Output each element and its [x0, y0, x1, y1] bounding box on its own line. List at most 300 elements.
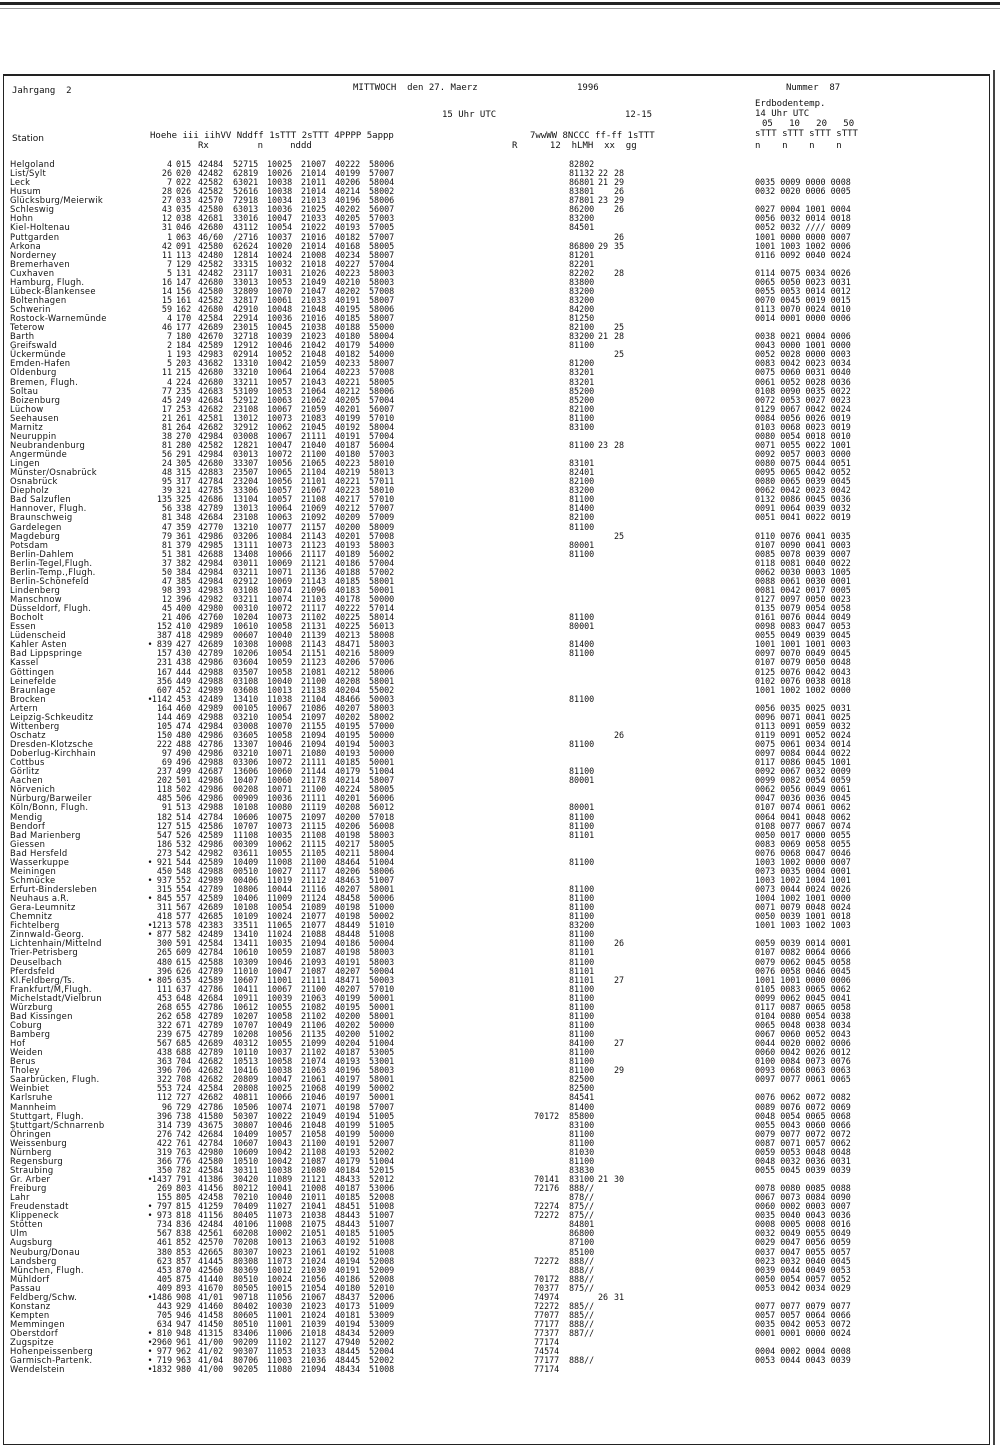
- station-id: 177: [176, 322, 192, 333]
- group-tendency: 53001: [369, 1056, 395, 1067]
- group-tendency: 51007: [369, 874, 395, 885]
- elevation: 734: [156, 1219, 172, 1230]
- station-id: 501: [176, 775, 192, 786]
- group-tendency: 51004: [369, 1155, 395, 1166]
- group-nddff: 33013: [233, 276, 259, 287]
- station-id: 515: [176, 820, 192, 831]
- group-tendency: 58006: [369, 195, 395, 206]
- group-nddff: 52616: [233, 186, 259, 197]
- group-tendency: 57003: [369, 213, 395, 224]
- station-name: Berlin-Tegel,Flugh.: [10, 557, 93, 568]
- group-dewpoint: 21016: [301, 313, 327, 324]
- group-iihvv: 42986: [198, 748, 224, 759]
- soil-temps: 0079 0062 0045 0058: [755, 956, 851, 967]
- group-tendency: 51000: [369, 902, 395, 913]
- elevation: 186: [156, 838, 172, 849]
- group-tendency: 51007: [369, 1210, 395, 1221]
- station-name: Weinbiet: [10, 1083, 50, 1094]
- group-dewpoint: 21038: [301, 322, 327, 333]
- station-id: 929: [176, 1300, 192, 1311]
- group-iihvv: 42980: [198, 1146, 224, 1157]
- group-dewpoint: 21065: [301, 458, 327, 469]
- group-pressure: 48458: [335, 893, 361, 904]
- group-tendency: 50000: [369, 1019, 395, 1030]
- group-pressure: 40225: [335, 612, 361, 623]
- group-clouds: 81100: [569, 412, 595, 423]
- station-id: 853: [176, 1246, 192, 1257]
- group-dewpoint: 21089: [301, 902, 327, 913]
- group-dewpoint: 21040: [301, 439, 327, 450]
- group-pressure: 48434: [335, 1328, 361, 1339]
- group-iihvv: 42786: [198, 1001, 224, 1012]
- group-tendency: 52002: [369, 1355, 395, 1366]
- elevation: 845: [156, 893, 172, 904]
- group-pressure: 40202: [335, 204, 361, 215]
- mountain-marker: •: [147, 1210, 153, 1221]
- group-nddff: 12821: [233, 439, 259, 450]
- station-name: Bamberg: [10, 1029, 51, 1039]
- group-pressure: 48471: [335, 639, 361, 650]
- group-pressure: 48449: [335, 920, 361, 931]
- group-pressure: 40221: [335, 376, 361, 387]
- station-id: 270: [176, 430, 192, 441]
- group-dewpoint: 21049: [301, 1110, 327, 1121]
- elevation: 51: [161, 548, 172, 559]
- soil-temps: 0055 0049 0039 0045: [755, 630, 851, 641]
- soil-temps: 0062 0030 0003 1005: [755, 566, 851, 577]
- soil-temps: 0070 0045 0019 0015: [755, 294, 851, 305]
- group-nddff: 10911: [233, 992, 259, 1003]
- group-dewpoint: 21087: [301, 947, 327, 958]
- group-iihvv: 42789: [198, 648, 224, 659]
- soil-temps: 0052 0028 0000 0003: [755, 349, 851, 360]
- station-id: 962: [176, 1346, 192, 1357]
- group-gust: 29: [598, 240, 609, 251]
- group-temp: 11053: [267, 1346, 293, 1357]
- elevation: 350: [156, 1164, 172, 1175]
- soil-temps: 0103 0068 0023 0019: [755, 421, 851, 432]
- station-name: List/Sylt: [10, 168, 47, 179]
- group-dewpoint: 21123: [301, 539, 327, 550]
- group-tendency: 51008: [369, 1364, 395, 1375]
- group-clouds: 81101: [569, 974, 595, 985]
- station-name: Stuttgart, Flugh.: [10, 1110, 84, 1121]
- station-name: Nürburg/Barweiler: [10, 793, 92, 804]
- group-clouds: 885//: [569, 1300, 595, 1311]
- group-gust-max: 25: [614, 349, 625, 360]
- group-iihvv: 42989: [198, 702, 224, 713]
- group-pressure: 40199: [335, 1083, 361, 1094]
- group-nddff: 80369: [233, 1264, 259, 1275]
- group-dewpoint: 21157: [301, 521, 327, 532]
- station-id: 161: [176, 294, 192, 305]
- elevation: 418: [156, 911, 172, 922]
- station-name: Emden-Hafen: [10, 358, 71, 369]
- group-nddff: 32912: [233, 421, 259, 432]
- soil-temps: 1001 1003 1002 0006: [755, 240, 851, 251]
- group-pressure: 40223: [335, 458, 361, 469]
- group-dewpoint: 21049: [301, 276, 327, 287]
- elevation: 239: [156, 1029, 172, 1039]
- group-clouds: 81100: [569, 992, 595, 1003]
- group-tendency: 51008: [369, 1201, 395, 1212]
- group-temp: 10073: [267, 412, 293, 423]
- group-clouds: 81100: [569, 494, 595, 505]
- elevation: 56: [161, 449, 172, 459]
- station-name: Oldenburg: [10, 367, 57, 378]
- group-nddff: 63021: [233, 177, 259, 188]
- group-iihvv: 42986: [198, 729, 224, 740]
- group-nddff: 62819: [233, 168, 259, 179]
- group-iihvv: 41/00: [198, 1364, 224, 1375]
- group-pressure: 40191: [335, 1264, 361, 1275]
- group-tendency: 52002: [369, 1337, 395, 1348]
- group-clouds: 86801: [569, 177, 595, 188]
- group-iihvv: 42984: [198, 575, 224, 586]
- group-nddff: 03605: [233, 729, 259, 740]
- mountain-marker: •: [147, 874, 153, 885]
- group-dewpoint: 21117: [301, 603, 327, 614]
- group-nddff: 63013: [233, 204, 259, 215]
- station-name: Münster/Osnabrück: [10, 467, 97, 478]
- group-clouds: 86200: [569, 204, 595, 215]
- group-pressure: 40204: [335, 1038, 361, 1049]
- group-clouds: 888//: [569, 1355, 595, 1366]
- group-tendency: 52008: [369, 1192, 395, 1203]
- group-iihvv: 42584: [198, 1164, 224, 1175]
- group-clouds: 82202: [569, 267, 595, 278]
- group-nddff: 20809: [233, 1074, 259, 1085]
- soil-temps: 0056 0032 0014 0018: [755, 213, 851, 224]
- group-clouds: 81100: [569, 893, 595, 904]
- group-pressure: 40185: [335, 313, 361, 324]
- group-nddff: 10506: [233, 1101, 259, 1112]
- soil-temps: 0052 0032 //// 0009: [755, 222, 851, 233]
- group-pressure: 48464: [335, 856, 361, 867]
- station-id: 502: [176, 784, 192, 795]
- group-temp: 10039: [267, 331, 293, 342]
- group-pressure: 40188: [335, 322, 361, 333]
- elevation: 719: [156, 1355, 172, 1366]
- group-tendency: 57010: [369, 412, 395, 423]
- group-clouds: 81100: [569, 648, 595, 659]
- group-iihvv: 41456: [198, 1183, 224, 1194]
- group-dewpoint: 21039: [301, 1319, 327, 1329]
- group-tendency: 55000: [369, 322, 395, 333]
- group-dewpoint: 21047: [301, 285, 327, 296]
- station-name: Freiburg: [10, 1183, 47, 1194]
- elevation: 567: [156, 1038, 172, 1049]
- soil-temps: 0071 0079 0048 0024: [755, 902, 851, 913]
- group-dewpoint: 21062: [301, 394, 327, 405]
- group-dewpoint: 21080: [301, 1164, 327, 1175]
- group-tendency: 50000: [369, 729, 395, 740]
- group-iihvv: 42588: [198, 956, 224, 967]
- station-name: Zinnwald-Georg.: [10, 929, 85, 940]
- group-clouds: 888//: [569, 1183, 595, 1194]
- group-nddff: 72918: [233, 195, 259, 206]
- group-pressure: 40207: [335, 884, 361, 894]
- group-nddff: 42910: [233, 304, 259, 314]
- group-temp: 10059: [267, 657, 293, 668]
- group-nddff: 10612: [233, 1001, 259, 1012]
- group-temp: 10074: [267, 1101, 293, 1112]
- station-id: 033: [176, 195, 192, 206]
- group-iihvv: 42580: [198, 285, 224, 296]
- group-pressure: 40195: [335, 1001, 361, 1012]
- group-temp: 10026: [267, 168, 293, 179]
- group-dewpoint: 21075: [301, 1219, 327, 1230]
- station-name: Seehausen: [10, 412, 59, 423]
- group-temp: 10036: [267, 204, 293, 215]
- group-pressure: 40189: [335, 548, 361, 559]
- group-dewpoint: 21100: [301, 983, 327, 994]
- elevation: 144: [156, 711, 172, 722]
- soil-temps: 0108 0077 0067 0074: [755, 820, 851, 831]
- group-dewpoint: 21178: [301, 775, 327, 786]
- group-nddff: 32718: [233, 331, 259, 342]
- group-iihvv: 42988: [198, 675, 224, 686]
- group-dewpoint: 21063: [301, 1237, 327, 1248]
- group-dewpoint: 21014: [301, 186, 327, 197]
- soil-temps: 0161 0076 0044 0049: [755, 612, 851, 623]
- group-iihvv: 41156: [198, 1210, 224, 1221]
- group-temp: 10080: [267, 802, 293, 813]
- group-nddff: 03011: [233, 557, 259, 568]
- group-gust: 21: [598, 177, 609, 188]
- station-id: 224: [176, 376, 192, 387]
- group-dewpoint: 21042: [301, 340, 327, 351]
- group-temp: 10027: [267, 865, 293, 876]
- group-dewpoint: 21008: [301, 249, 327, 260]
- soil-temps: 0048 0054 0065 0068: [755, 1110, 851, 1121]
- group-nddff: 03306: [233, 757, 259, 768]
- group-pressure: 40194: [335, 1110, 361, 1121]
- group-pressure: 40193: [335, 222, 361, 233]
- group-pressure: 40181: [335, 1309, 361, 1320]
- station-id: 315: [176, 467, 192, 478]
- group-dewpoint: 21014: [301, 168, 327, 179]
- group-tendency: 58004: [369, 331, 395, 342]
- group-tendency: 57004: [369, 557, 395, 568]
- group-iihvv: 42986: [198, 530, 224, 541]
- station-name: Doberlug-Kirchhain: [10, 748, 96, 759]
- group-iihvv: 42683: [198, 385, 224, 396]
- soil-temps: 0059 0053 0048 0048: [755, 1146, 851, 1157]
- group-clouds: 81030: [569, 1146, 595, 1157]
- group-tendency: 58007: [369, 313, 395, 324]
- group-tendency: 57004: [369, 394, 395, 405]
- group-tendency: 54000: [369, 349, 395, 360]
- station-id: 496: [176, 757, 192, 768]
- group-pressure: 40206: [335, 177, 361, 188]
- group-tendency: 57010: [369, 983, 395, 994]
- group-clouds: 81100: [569, 1056, 595, 1067]
- group-nddff: 90205: [233, 1364, 259, 1375]
- group-tendency: 57007: [369, 503, 395, 514]
- group-nddff: 10707: [233, 820, 259, 831]
- group-nddff: 10108: [233, 902, 259, 913]
- group-temp: 10075: [267, 811, 293, 822]
- group-pressure: 40180: [335, 449, 361, 459]
- elevation: 7: [166, 331, 172, 342]
- group-temp: 10040: [267, 1192, 293, 1203]
- group-iihvv: 42484: [198, 159, 224, 169]
- group-temp: 10052: [267, 349, 293, 360]
- group-pressure: 40178: [335, 594, 361, 604]
- group-temp: 10070: [267, 285, 293, 296]
- station-id: 091: [176, 240, 192, 251]
- station-id: 815: [176, 1201, 192, 1212]
- group-iihvv: 42784: [198, 947, 224, 958]
- group-iihvv: 42984: [198, 449, 224, 459]
- group-nddff: 10806: [233, 884, 259, 894]
- station-id: 162: [176, 304, 192, 314]
- group-clouds: 875//: [569, 1201, 595, 1212]
- group-tendency: 56008: [369, 820, 395, 831]
- weather-codes: 7wwWW 8NCCC ff-ff 1sTTT: [530, 131, 655, 141]
- group-clouds: 81100: [569, 1047, 595, 1058]
- soil-temps: 0080 0054 0018 0010: [755, 430, 851, 441]
- station-id: 635: [176, 974, 192, 985]
- group-tendency: 52007: [369, 1137, 395, 1148]
- group-clouds: 85100: [569, 1246, 595, 1257]
- group-clouds: 81100: [569, 983, 595, 994]
- group-temp: 10067: [267, 702, 293, 713]
- group-dewpoint: 21106: [301, 1019, 327, 1030]
- soil-temps: 0004 0002 0004 0008: [755, 1346, 851, 1357]
- group-tendency: 58003: [369, 639, 395, 650]
- group-gust: 26: [598, 1291, 609, 1302]
- group-clouds: 84100: [569, 1038, 595, 1049]
- group-pressure: 40206: [335, 820, 361, 831]
- station-id: 020: [176, 168, 192, 179]
- group-temp: 11001: [267, 1309, 293, 1320]
- group-dewpoint: 21045: [301, 421, 327, 432]
- elevation: 1142: [151, 693, 172, 704]
- group-iihvv: 41440: [198, 1273, 224, 1284]
- group-tendency: 56004: [369, 439, 395, 450]
- group-pressure: 40223: [335, 367, 361, 378]
- station-name: Fichtelberg: [10, 920, 60, 931]
- group-tendency: 50003: [369, 739, 395, 749]
- group-pressure: 40201: [335, 403, 361, 414]
- group-nddff: 03604: [233, 657, 259, 668]
- soil-temps: 0078 0080 0085 0088: [755, 1183, 851, 1194]
- group-iihvv: 41/04: [198, 1355, 224, 1366]
- group-iihvv: 41580: [198, 1110, 224, 1121]
- group-iihvv: 42489: [198, 929, 224, 940]
- group-temp: 10047: [267, 1074, 293, 1085]
- group-clouds: 81100: [569, 929, 595, 940]
- group-nddff: 03211: [233, 594, 259, 604]
- soil-temps: 0062 0056 0049 0061: [755, 784, 851, 795]
- group-pressure: 40205: [335, 394, 361, 405]
- elevation: 157: [156, 648, 172, 659]
- group-pressure: 40207: [335, 965, 361, 976]
- group-pressure: 48434: [335, 1364, 361, 1375]
- group-tendency: 56013: [369, 621, 395, 632]
- group-temp: 10037: [267, 231, 293, 242]
- column-codes: Hoehe iii iihVV Nddff 1sTTT 2sTTT 4PPPP 5appp: [150, 131, 394, 141]
- station-name: Passau: [10, 1282, 41, 1293]
- group-temp: 10043: [267, 1137, 293, 1148]
- group-clouds: 84541: [569, 1092, 595, 1103]
- soil-temps: 0039 0044 0049 0053: [755, 1264, 851, 1275]
- soil-temps: 0060 0002 0003 0007: [755, 1201, 851, 1212]
- elevation: 42: [161, 240, 172, 251]
- group-temp: 10015: [267, 1282, 293, 1293]
- soil-temps: 0083 0042 0023 0034: [755, 358, 851, 369]
- group-iihvv: 42681: [198, 213, 224, 224]
- group-dewpoint: 21094: [301, 938, 327, 949]
- group-tendency: 53006: [369, 1183, 395, 1194]
- group-temp: 10084: [267, 530, 293, 541]
- group-nddff: 00607: [233, 630, 259, 641]
- group-dewpoint: 21121: [301, 1174, 327, 1184]
- elevation: 45: [161, 394, 172, 405]
- group-dewpoint: 21144: [301, 766, 327, 777]
- group-temp: 10069: [267, 557, 293, 568]
- soil-temps: 1001 1003 1002 1003: [755, 920, 851, 931]
- mountain-marker: •: [147, 893, 153, 904]
- group-pressure: 48463: [335, 874, 361, 885]
- group-temp: 10062: [267, 838, 293, 849]
- group-pressure: 40207: [335, 983, 361, 994]
- station-id: 291: [176, 449, 192, 459]
- station-name: Schwerin: [10, 304, 51, 314]
- group-tendency: 58007: [369, 358, 395, 369]
- station-name: Mühldorf: [10, 1273, 50, 1284]
- group-clouds: 81100: [569, 1019, 595, 1030]
- group-nddff: 10610: [233, 947, 259, 958]
- elevation: 311: [156, 902, 172, 913]
- group-pressure: 40224: [335, 784, 361, 795]
- group-iihvv: 42684: [198, 1128, 224, 1139]
- group-tendency: 51002: [369, 1029, 395, 1039]
- group-tendency: 58001: [369, 575, 395, 586]
- group-dewpoint: 21115: [301, 838, 327, 849]
- group-temp: 10053: [267, 276, 293, 287]
- group-pressure: 40221: [335, 476, 361, 487]
- group-clouds: 80001: [569, 775, 595, 786]
- group-tendency: 58002: [369, 186, 395, 197]
- soil-temps: 0073 0044 0024 0026: [755, 884, 851, 894]
- group-clouds: 885//: [569, 1309, 595, 1320]
- group-nddff: 10110: [233, 1047, 259, 1058]
- elevation: 567: [156, 1228, 172, 1239]
- group-dewpoint: 21018: [301, 258, 327, 269]
- station-id: 893: [176, 1282, 192, 1293]
- elevation: 98: [161, 584, 172, 595]
- group-pressure: 40222: [335, 159, 361, 169]
- group-pressure: 40200: [335, 811, 361, 822]
- group-dewpoint: 21048: [301, 1119, 327, 1130]
- obs-time: 15 Uhr UTC: [442, 110, 497, 120]
- group-tendency: 58004: [369, 421, 395, 432]
- group-tendency: 57007: [369, 1101, 395, 1112]
- group-tendency: 50006: [369, 893, 395, 904]
- group-pressure: 48443: [335, 1210, 361, 1221]
- soil-temps: 0084 0056 0026 0019: [755, 412, 851, 423]
- group-tendency: 52008: [369, 1273, 395, 1284]
- station-name: Chemnitz: [10, 911, 53, 922]
- group-iihvv: 42883: [198, 467, 224, 478]
- group-dewpoint: 21054: [301, 1282, 327, 1293]
- group-tendency: 52009: [369, 1328, 395, 1339]
- station-name: Gera-Leumnitz: [10, 902, 76, 913]
- group-clouds: 85800: [569, 1110, 595, 1121]
